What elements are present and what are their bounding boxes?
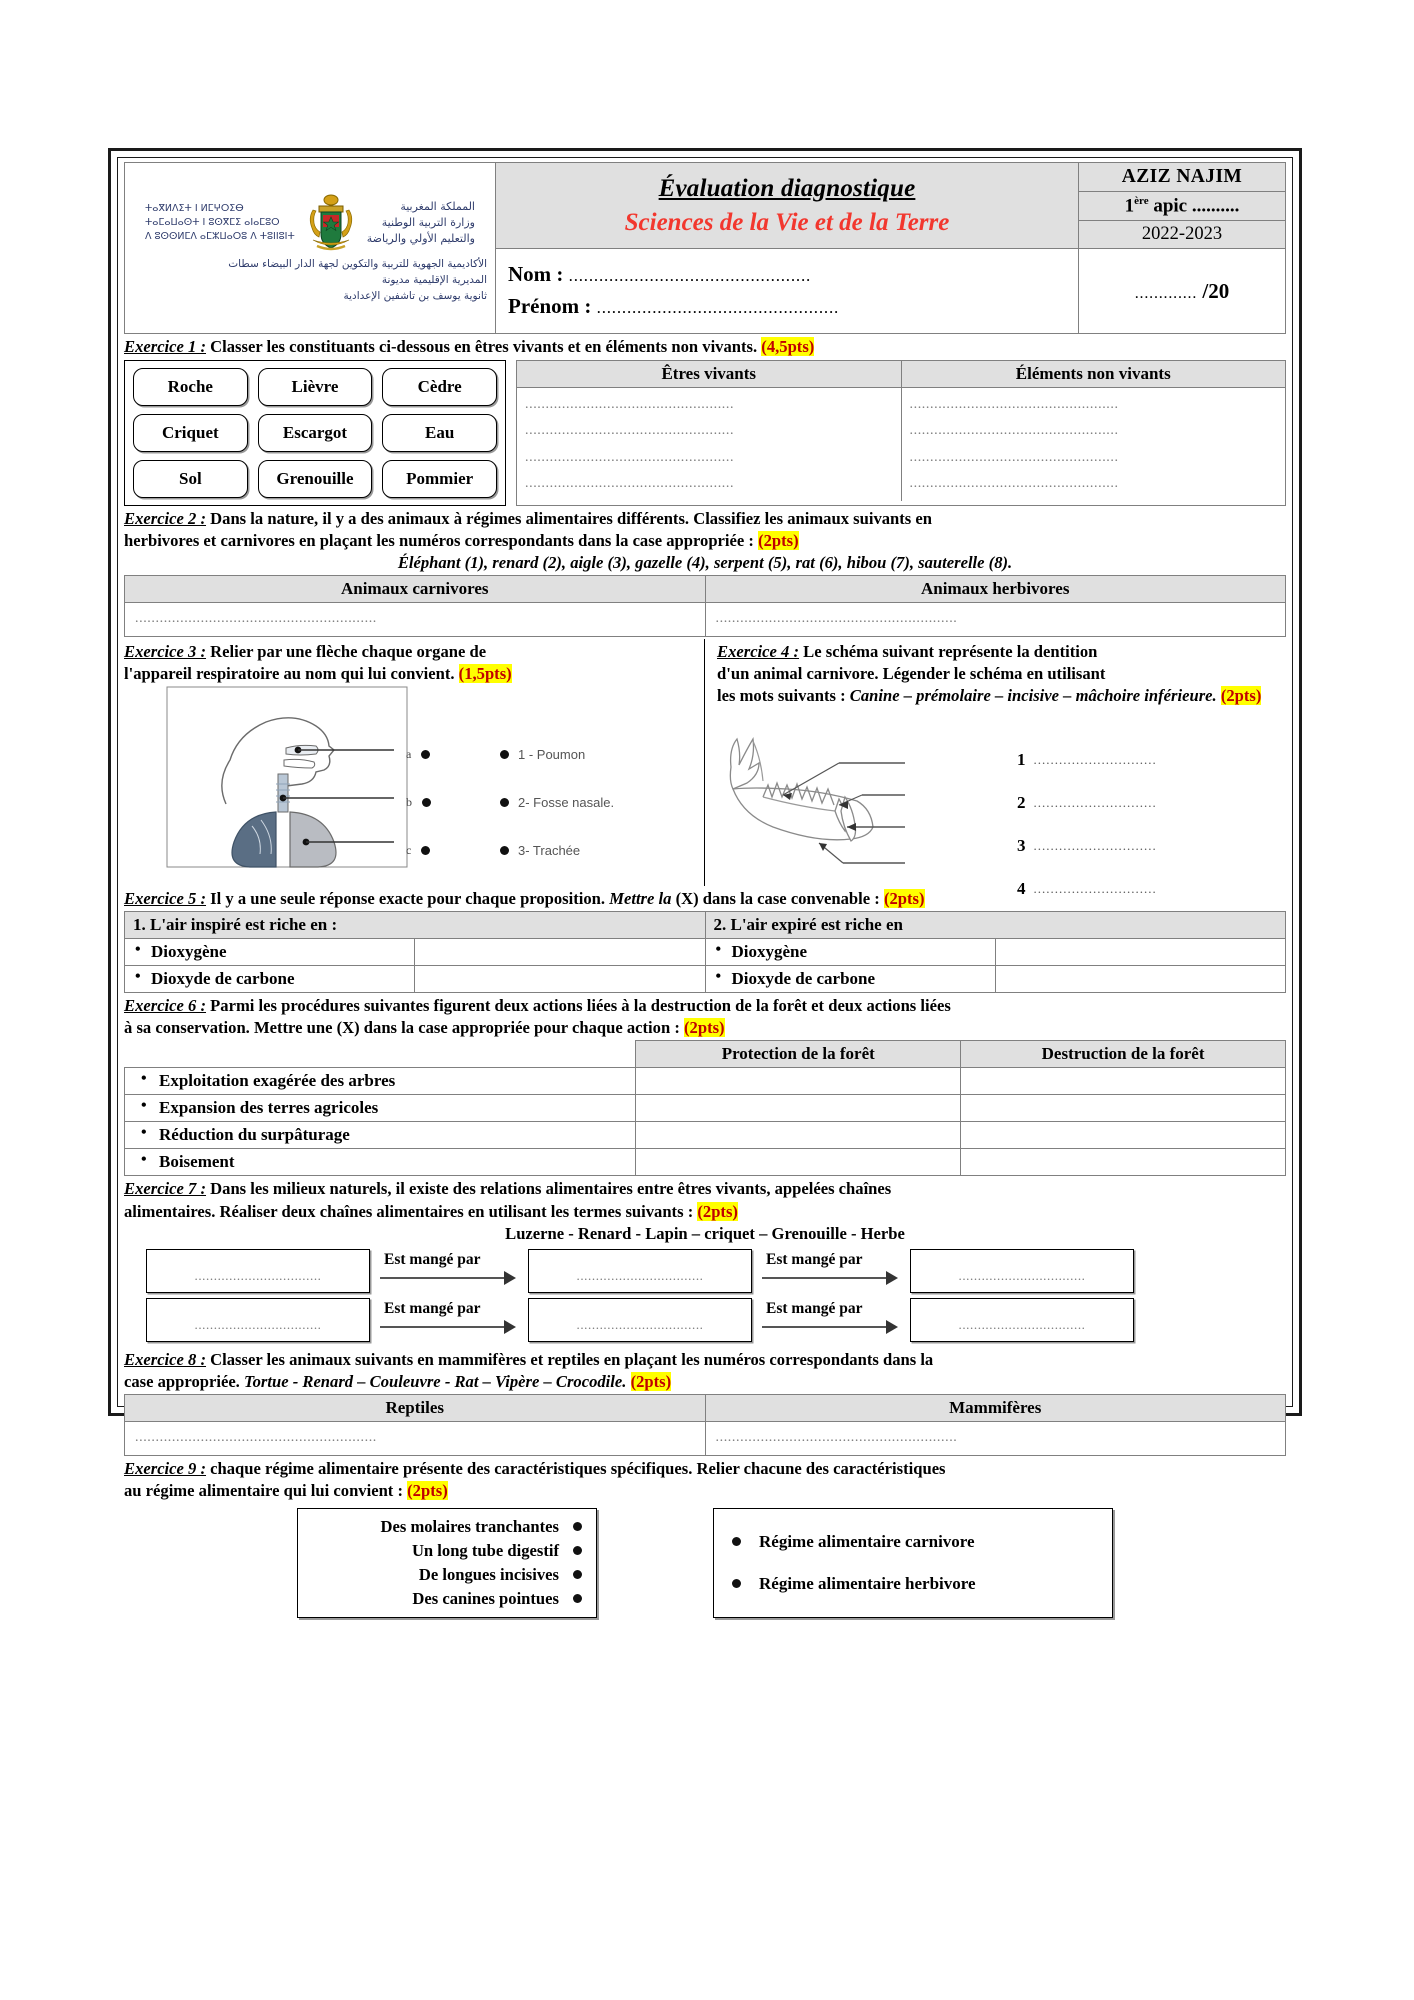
exercise-7-points: (2pts) xyxy=(697,1201,738,1221)
link-dot-icon[interactable] xyxy=(732,1537,741,1546)
legend-dotline[interactable]: ............................. xyxy=(1033,881,1157,897)
link-dot-icon[interactable] xyxy=(573,1546,582,1555)
legend-row[interactable] xyxy=(1017,739,1287,782)
exercise-2-answer-herbivores[interactable] xyxy=(705,603,1286,637)
exercise-2-answer-carnivores[interactable] xyxy=(125,603,706,637)
action-label: • Réduction du surpâturage xyxy=(125,1122,636,1149)
answer-dotline[interactable]: ........................................................... xyxy=(715,611,958,627)
nom-input-dots[interactable]: ................................................ xyxy=(568,265,812,285)
exercise-9-features-box xyxy=(297,1508,597,1618)
word-box[interactable]: Eau xyxy=(382,414,497,452)
word-box[interactable]: Lièvre xyxy=(258,368,373,406)
exercise-1-col-nonliving: Éléments non vivants xyxy=(902,361,1286,388)
prenom-input-dots[interactable]: ................................................ xyxy=(596,298,840,318)
organ-item-poumon[interactable] xyxy=(500,730,690,778)
chain-dotline[interactable]: ................................. xyxy=(194,1317,322,1333)
link-dot-icon[interactable] xyxy=(573,1594,582,1603)
chain-blank[interactable] xyxy=(528,1298,752,1342)
exercise-8-text-line2: case appropriée. xyxy=(124,1372,244,1392)
checkbox-cell[interactable] xyxy=(961,1095,1286,1122)
academy-address-text: الأكاديمية الجهوية للتربية والتكوين لجهة الدار البيضاء سطات المديرية الإقليمية مديونة ثانوية يوسف بن تاشفين الإعدادية xyxy=(228,257,487,303)
exercise-2-statement xyxy=(124,509,1286,529)
school-year: 2022-2023 xyxy=(1141,224,1223,245)
exercise-2-points: (2pts) xyxy=(758,530,799,550)
exercise-6-statement xyxy=(124,996,1286,1016)
legend-row[interactable] xyxy=(1017,868,1287,911)
exercise-5-question-1: 1. L'air inspiré est riche en : xyxy=(125,911,706,938)
action-label: • Expansion des terres agricoles xyxy=(125,1095,636,1122)
legend-row[interactable] xyxy=(1017,825,1287,868)
option-label: • Dioxygène xyxy=(125,938,415,965)
organ-label: 3- Trachée xyxy=(518,842,581,858)
chain-blank[interactable] xyxy=(910,1298,1134,1342)
exercise-3-letter-points xyxy=(406,730,458,874)
legend-number: 3 xyxy=(1017,836,1026,856)
regime-row[interactable] xyxy=(732,1532,1094,1552)
link-dot-icon[interactable] xyxy=(573,1570,582,1579)
checkbox-cell[interactable] xyxy=(415,965,705,992)
exercise-9-statement xyxy=(124,1459,1286,1479)
exercise-7-statement xyxy=(124,1179,1286,1199)
exercise-3-text-line2: l'appareil respiratoire au nom qui lui convient. xyxy=(124,664,459,684)
exercise-4-text-line1: Le schéma suivant représente la dentition xyxy=(799,641,1098,661)
exercise-5-label: Exercice 5 : xyxy=(124,888,207,908)
exercise-5-points: (2pts) xyxy=(883,888,925,908)
arrow-head-icon xyxy=(504,1320,516,1334)
feature-label: Des canines pointues xyxy=(412,1588,559,1608)
answer-dotline[interactable]: ................................................... xyxy=(525,396,735,412)
exercise-4-legend-lines xyxy=(1017,739,1287,911)
exam-page-inner xyxy=(117,157,1293,1608)
action-label: • Exploitation exagérée des arbres xyxy=(125,1068,636,1095)
exercise-6-points: (2pts) xyxy=(684,1018,725,1038)
regime-label: Régime alimentaire herbivore xyxy=(759,1573,976,1593)
ministry-logo-row xyxy=(129,192,491,254)
chain-dotline[interactable]: ................................. xyxy=(958,1268,1086,1284)
letter-point-b[interactable] xyxy=(406,778,458,826)
exam-page xyxy=(108,148,1302,1608)
carnivore-jaw-diagram xyxy=(717,715,1017,883)
arrow-head-icon xyxy=(504,1271,516,1285)
checkbox-cell[interactable] xyxy=(415,938,705,965)
exercise-8-col-mammiferes: Mammifères xyxy=(705,1395,1286,1422)
grade-input-dots[interactable]: ............. xyxy=(1134,284,1198,302)
regime-label: Régime alimentaire carnivore xyxy=(759,1531,975,1551)
exercise-1-word-bank xyxy=(124,360,506,506)
arrow-shaft-icon xyxy=(762,1326,888,1328)
exercise-7-terms: Luzerne - Renard - Lapin – criquet – Grenouille - Herbe xyxy=(505,1223,905,1243)
exercise-8-statement xyxy=(124,1350,1286,1370)
exam-title-cell xyxy=(496,163,1079,249)
grade-total: /20 xyxy=(1202,278,1230,303)
feature-row[interactable] xyxy=(316,1515,582,1539)
option-label: • Dioxyde de carbone xyxy=(705,965,995,992)
exercise-2-col-carnivores: Animaux carnivores xyxy=(125,576,706,603)
answer-dotline[interactable]: ................................................... xyxy=(525,476,735,492)
answer-dotline[interactable]: ................................................... xyxy=(909,396,1119,412)
organ-label: 1 - Poumon xyxy=(518,746,586,762)
respiratory-system-diagram xyxy=(166,686,446,868)
exercise-6-statement-line2 xyxy=(124,1018,1286,1038)
exercise-6-col-destruction: Destruction de la forêt xyxy=(961,1041,1286,1068)
prenom-field-row[interactable] xyxy=(508,290,1068,323)
exercise-6-label: Exercice 6 : xyxy=(124,995,207,1015)
checkbox-cell[interactable] xyxy=(636,1068,961,1095)
legend-row[interactable] xyxy=(1017,782,1287,825)
exercise-8-statement-line2 xyxy=(124,1372,1286,1392)
exercise-3-figure xyxy=(124,686,694,871)
chain-blank[interactable] xyxy=(146,1249,370,1293)
arabic-ministry-text: المملكة المغربية وزارة التربية الوطنية والتعليم الأولي والرياضة xyxy=(366,199,475,245)
exercise-1-points: (4,5pts) xyxy=(761,337,815,357)
word-box[interactable]: Sol xyxy=(133,460,248,498)
exercise-2-label: Exercice 2 : xyxy=(124,508,207,528)
legend-number: 4 xyxy=(1017,879,1026,899)
exercise-4-statement-line2: d'un animal carnivore. Légender le schéma en utilisant xyxy=(717,664,1106,684)
exercise-4-statement xyxy=(717,642,1286,662)
action-label: • Boisement xyxy=(125,1149,636,1176)
chain-dotline[interactable]: ................................. xyxy=(194,1268,322,1284)
exercise-5-text: Il y a une seule réponse exacte pour chaque proposition. xyxy=(206,888,610,908)
checkbox-cell[interactable] xyxy=(636,1122,961,1149)
arrow-label: Est mangé par xyxy=(384,1299,481,1317)
exercise-8-answer-table xyxy=(124,1394,1286,1456)
exercise-2-statement-line2 xyxy=(124,531,1286,551)
legend-number: 1 xyxy=(1017,750,1026,770)
header-logo-cell xyxy=(125,163,496,334)
exercise-8-label: Exercice 8 : xyxy=(124,1349,207,1369)
legend-dotline[interactable]: ............................. xyxy=(1033,795,1157,811)
exercise-5-text-end: (X) dans la case convenable : xyxy=(671,888,884,908)
arrow-shaft-icon xyxy=(380,1326,506,1328)
student-name-cell[interactable] xyxy=(496,249,1079,334)
feature-label: Des molaires tranchantes xyxy=(380,1516,559,1536)
exercise-9-points: (2pts) xyxy=(407,1481,448,1501)
answer-dotline[interactable]: ........................................................... xyxy=(135,611,377,627)
exercise-3-statement-line2 xyxy=(124,664,694,684)
exercise-1-answer-table xyxy=(516,360,1286,506)
link-dot-icon[interactable] xyxy=(573,1522,582,1531)
exercise-7-label: Exercice 7 : xyxy=(124,1179,207,1199)
exercise-8-points: (2pts) xyxy=(630,1372,672,1392)
exam-title: Évaluation diagnostique xyxy=(658,174,916,202)
exercise-1-answer-living[interactable] xyxy=(517,388,902,501)
exercise-1-col-living: Êtres vivants xyxy=(517,361,902,388)
grade-cell[interactable] xyxy=(1079,249,1286,334)
exercise-2-animal-list: Éléphant (1), renard (2), aigle (3), gazelle (4), serpent (5), rat (6), hibou (7), sauterelle (8). xyxy=(397,553,1013,573)
exercise-1-statement xyxy=(124,337,1286,357)
food-chain-row xyxy=(146,1298,1286,1342)
answer-dotline[interactable]: ................................................... xyxy=(525,449,735,465)
chain-blank[interactable] xyxy=(528,1249,752,1293)
exercise-4-label: Exercice 4 : xyxy=(717,641,800,661)
word-box[interactable]: Escargot xyxy=(258,414,373,452)
link-dot-icon[interactable] xyxy=(500,750,509,759)
answer-dotline[interactable]: ................................................... xyxy=(909,423,1119,439)
exercise-8-col-reptiles: Reptiles xyxy=(125,1395,706,1422)
chain-arrow-1 xyxy=(370,1249,528,1293)
exercise-9-matching xyxy=(124,1508,1286,1618)
legend-dotline[interactable]: ............................. xyxy=(1033,752,1157,768)
feature-row[interactable] xyxy=(316,1563,582,1587)
answer-dotline[interactable]: ........................................................... xyxy=(715,1430,958,1446)
exercise-3-text-line1: Relier par une flèche chaque organe de xyxy=(206,641,487,661)
exercise-3-organ-list xyxy=(500,730,690,874)
exercise-2-text-line1: Dans la nature, il y a des animaux à régimes alimentaires différents. Classifiez les animaux suivants en xyxy=(206,508,932,528)
exercise-8-answer-reptiles[interactable] xyxy=(125,1422,706,1456)
teacher-name: AZIZ NAJIM xyxy=(1079,163,1285,192)
option-label: • Dioxygène xyxy=(705,938,995,965)
feature-label: De longues incisives xyxy=(418,1564,559,1584)
document-header xyxy=(124,162,1286,334)
checkbox-cell[interactable] xyxy=(961,1149,1286,1176)
legend-dotline[interactable]: ............................. xyxy=(1033,838,1157,854)
link-dot-icon[interactable] xyxy=(500,798,509,807)
exercise-5-text-italic: Mettre la xyxy=(609,888,672,908)
exercise-1-label: Exercice 1 : xyxy=(124,337,207,357)
exercise-3-block xyxy=(124,639,705,886)
feature-row[interactable] xyxy=(316,1539,582,1563)
exercise-4-text-line3: les mots suivants : xyxy=(717,686,850,706)
chain-blank[interactable] xyxy=(910,1249,1134,1293)
chain-arrow-2 xyxy=(752,1249,910,1293)
exercise-2-col-herbivores: Animaux herbivores xyxy=(705,576,1286,603)
checkbox-cell[interactable] xyxy=(636,1149,961,1176)
answer-dotline[interactable]: ................................................... xyxy=(909,476,1119,492)
exercise-5-table xyxy=(124,911,1286,993)
checkbox-cell[interactable] xyxy=(636,1095,961,1122)
organ-label: 2- Fosse nasale. xyxy=(518,794,615,810)
teacher-info-cell xyxy=(1079,163,1286,249)
morocco-coat-of-arms-icon xyxy=(299,192,363,254)
feature-row[interactable] xyxy=(316,1587,582,1611)
checkbox-cell[interactable] xyxy=(961,1068,1286,1095)
word-box[interactable]: Roche xyxy=(133,368,248,406)
exercise-2-text-line2: herbivores et carnivores en plaçant les numéros correspondants dans la case appropriée : xyxy=(124,530,759,550)
arrow-shaft-icon xyxy=(762,1277,888,1279)
nom-label: Nom : xyxy=(508,261,564,286)
exercise-1-answer-nonliving[interactable] xyxy=(902,388,1286,501)
letter-label: b xyxy=(406,794,412,809)
letter-label: c xyxy=(406,842,412,857)
chain-dotline[interactable]: ................................. xyxy=(576,1317,704,1333)
chain-dotline[interactable]: ................................. xyxy=(576,1268,704,1284)
exercise-4-statement-line3 xyxy=(717,686,1286,706)
exercise-6-table xyxy=(124,1040,1286,1176)
exercise-9-statement-line2 xyxy=(124,1481,1286,1501)
exercise-6-text-line1: Parmi les procédures suivantes figurent deux actions liées à la destruction de la forêt et deux actions liées xyxy=(206,995,951,1015)
arrow-label: Est mangé par xyxy=(766,1299,863,1317)
option-label: • Dioxyde de carbone xyxy=(125,965,415,992)
organ-item-fosse-nasale[interactable] xyxy=(500,778,690,826)
exercise-3-label: Exercice 3 : xyxy=(124,641,207,661)
word-box[interactable]: Grenouille xyxy=(258,460,373,498)
chain-arrow-3 xyxy=(370,1298,528,1342)
link-dot-icon[interactable] xyxy=(732,1579,741,1588)
class-level: 1ère apic .......... xyxy=(1079,192,1285,221)
word-box[interactable]: Criquet xyxy=(133,414,248,452)
exercise-4-block xyxy=(705,639,1286,899)
regime-row[interactable] xyxy=(732,1574,1094,1594)
answer-dotline[interactable]: ................................................... xyxy=(525,423,735,439)
checkbox-cell[interactable] xyxy=(995,938,1285,965)
organ-item-trachee[interactable] xyxy=(500,826,690,874)
arrow-head-icon xyxy=(886,1320,898,1334)
exercise-9-text-line2: au régime alimentaire qui lui convient : xyxy=(124,1481,408,1501)
chain-blank[interactable] xyxy=(146,1298,370,1342)
exercise-7-text-line2: alimentaires. Réaliser deux chaînes alimentaires en utilisant les termes suivants : xyxy=(124,1201,698,1221)
chain-arrow-4 xyxy=(752,1298,910,1342)
link-dot-icon[interactable] xyxy=(421,846,430,855)
letter-label: a xyxy=(406,746,412,761)
food-chain-row xyxy=(146,1249,1286,1293)
tifinagh-ministry-text: ⵜⴰⴳⵍⴷⵉⵜ ⵏ ⵍⵎⵖⵔⵉⴱ ⵜⴰⵎⴰⵡⴰⵙⵜ ⵏ ⵓⵙⴳⵎⵉ ⴰⵏⴰⵎⵓⵔ ⴷ ⵓⵙⵙⵍⵎⴷ ⴰⵎⵣⵡⴰⵔⵓ ⴷ ⵜⵓⵏⵏⵓⵏⵜ xyxy=(145,203,295,242)
exercise-1-text: Classer les constituants ci-dessous en êtres vivants et en éléments non vivants. xyxy=(206,337,762,357)
exercise-7-text-line1: Dans les milieux naturels, il existe des relations alimentaires entre êtres vivants, appelées chaînes xyxy=(206,1179,892,1199)
exercise-4-points: (2pts) xyxy=(1220,686,1262,706)
exercise-9-text-line1: chaque régime alimentaire présente des caractéristiques spécifiques. Relier chacune des caractéristiques xyxy=(206,1459,946,1479)
exercise-6-text-line2: à sa conservation. Mettre une (X) dans la case appropriée pour chaque action : xyxy=(124,1018,685,1038)
arrow-head-icon xyxy=(886,1271,898,1285)
exercise-8-animal-list: Tortue - Renard – Couleuvre - Rat – Vipère – Crocodile. xyxy=(243,1372,627,1392)
exercise-4-word-list: Canine – prémolaire – incisive – mâchoire inférieure. xyxy=(849,686,1217,706)
answer-dotline[interactable]: ................................................... xyxy=(909,449,1119,465)
exercise-9-regimes-box xyxy=(713,1508,1113,1618)
legend-number: 2 xyxy=(1017,793,1026,813)
checkbox-cell[interactable] xyxy=(995,965,1285,992)
exercise-8-text-line1: Classer les animaux suivants en mammifères et reptiles en plaçant les numéros correspondants dans la xyxy=(206,1349,934,1369)
word-box[interactable]: Pommier xyxy=(382,460,497,498)
arrow-label: Est mangé par xyxy=(766,1250,863,1268)
letter-point-a[interactable] xyxy=(406,730,458,778)
link-dot-icon[interactable] xyxy=(500,846,509,855)
exercise-1-body xyxy=(124,360,1286,506)
word-box[interactable]: Cèdre xyxy=(382,368,497,406)
arrow-shaft-icon xyxy=(380,1277,506,1279)
exercise-8-answer-mammiferes[interactable] xyxy=(705,1422,1286,1456)
letter-point-c[interactable] xyxy=(406,826,458,874)
link-dot-icon[interactable] xyxy=(422,798,431,807)
feature-label: Un long tube digestif xyxy=(411,1540,559,1560)
exercise-7-chains xyxy=(124,1249,1286,1342)
exercise-6-col-protection: Protection de la forêt xyxy=(636,1041,961,1068)
arrow-label: Est mangé par xyxy=(384,1250,481,1268)
exercise-2-answer-table xyxy=(124,575,1286,637)
answer-dotline[interactable]: ........................................................... xyxy=(135,1430,377,1446)
checkbox-cell[interactable] xyxy=(961,1122,1286,1149)
exercise-9-label: Exercice 9 : xyxy=(124,1459,207,1479)
exam-subject: Sciences de la Vie et de la Terre xyxy=(624,208,950,236)
chain-dotline[interactable]: ................................. xyxy=(958,1317,1086,1333)
link-dot-icon[interactable] xyxy=(421,750,430,759)
exercise-5-question-2: 2. L'air expiré est riche en xyxy=(705,911,1286,938)
exercise-7-statement-line2 xyxy=(124,1202,1286,1222)
exercise-3-points: (1,5pts) xyxy=(458,664,512,684)
prenom-label: Prénom : xyxy=(508,294,592,319)
exercise-3-statement xyxy=(124,642,694,662)
nom-field-row[interactable] xyxy=(508,258,1068,291)
